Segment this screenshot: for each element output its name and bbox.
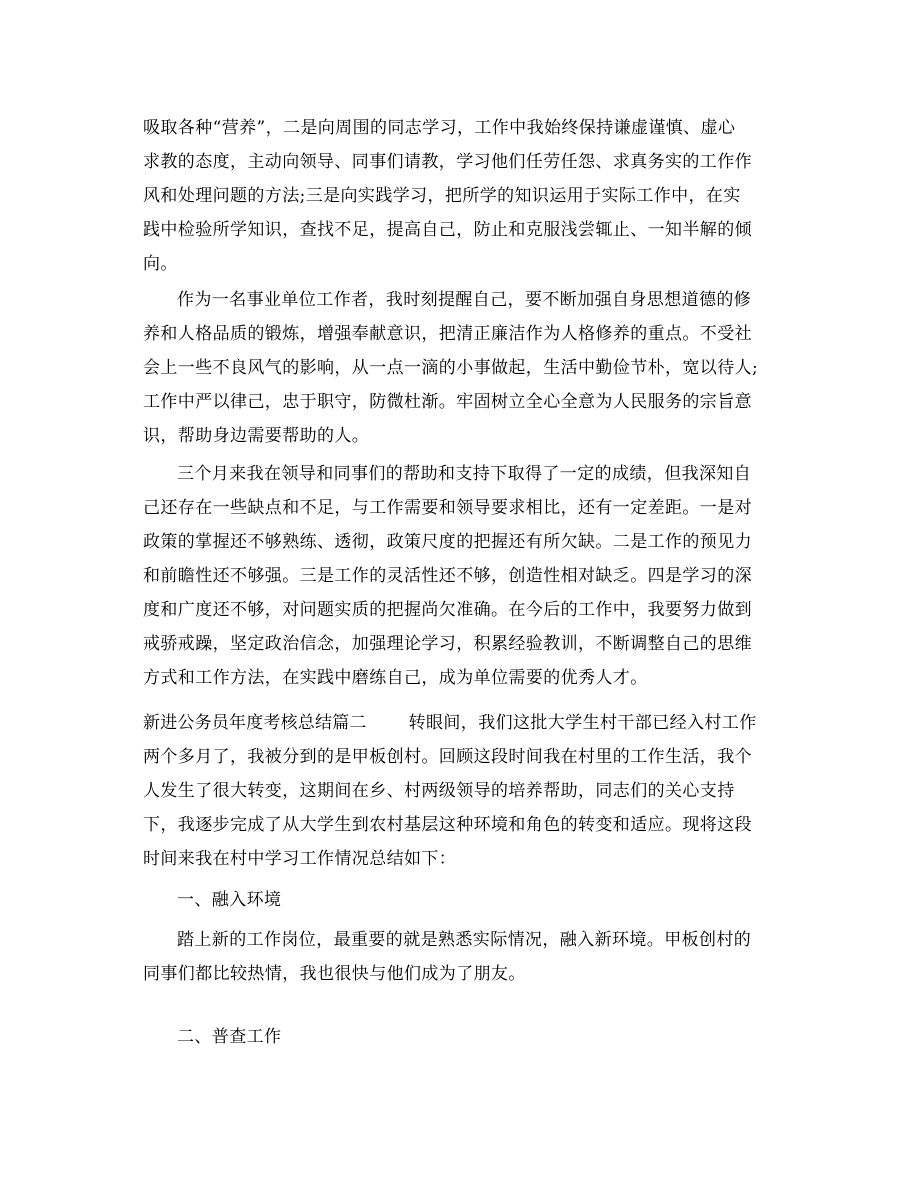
text-line: 三个月来我在领导和同事们的帮助和支持下取得了一定的成绩，但我深知自 bbox=[177, 464, 752, 484]
text-line: 政策的掌握还不够熟练、透彻，政策尺度的把握还有所欠缺。二是工作的预见力 bbox=[143, 532, 752, 552]
heading-1: 一、融入环境 bbox=[177, 890, 282, 910]
paragraph-2 bbox=[143, 283, 783, 453]
text-line: 工作中严以律己，忠于职守，防微杜渐。牢固树立全心全意为人民服务的宗旨意 bbox=[143, 392, 752, 412]
text-line: 会上一些不良风气的影响，从一点一滴的小事做起，生活中勤俭节朴，宽以待人; bbox=[143, 358, 759, 378]
text-line: 作为一名事业单位工作者，我时刻提醒自己，要不断加强自身思想道德的修 bbox=[177, 290, 752, 310]
text-line: 和前瞻性还不够强。三是工作的灵活性还不够，创造性相对缺乏。四是学习的深 bbox=[143, 566, 752, 586]
paragraph-5 bbox=[143, 923, 783, 991]
text-line: 同事们都比较热情，我也很快与他们成为了朋友。 bbox=[143, 964, 526, 984]
text-line: 时间来我在村中学习工作情况总结如下： bbox=[143, 849, 457, 869]
heading-2-block bbox=[143, 1020, 783, 1054]
text-line: 识，帮助身边需要帮助的人。 bbox=[143, 426, 370, 446]
text-line: 向。 bbox=[143, 254, 178, 274]
section-first-line bbox=[143, 706, 783, 740]
text-line: 养和人格品质的锻炼，增强奉献意识，把清正廉洁作为人格修养的重点。不受社 bbox=[143, 324, 752, 344]
text-line: 方式和工作方法，在实践中磨练自己，成为单位需要的优秀人才。 bbox=[143, 668, 648, 688]
text-line: 两个多月了，我被分到的是甲板创村。回顾这段时间我在村里的工作生活，我个 bbox=[143, 747, 752, 767]
section-2 bbox=[143, 706, 783, 876]
section-title: 新进公务员年度考核总结篇二 bbox=[143, 713, 367, 733]
text-line: 度和广度还不够，对问题实质的把握尚欠准确。在今后的工作中，我要努力做到 bbox=[143, 600, 752, 620]
text-line: 戒骄戒躁，坚定政治信念，加强理论学习，积累经验教训，不断调整自己的思维 bbox=[143, 634, 752, 654]
paragraph-1 bbox=[143, 111, 783, 281]
heading-2: 二、普查工作 bbox=[177, 1027, 282, 1047]
text-line: 踏上新的工作岗位，最重要的就是熟悉实际情况，融入新环境。甲板创村的 bbox=[177, 930, 752, 950]
text-line: 己还存在一些缺点和不足，与工作需要和领导要求相比，还有一定差距。一是对 bbox=[143, 498, 752, 518]
text-line: 吸取各种“营养”，二是向周围的同志学习，工作中我始终保持谦虚谨慎、虚心 bbox=[143, 118, 736, 138]
heading-1-block bbox=[143, 883, 783, 917]
text-line: 下，我逐步完成了从大学生到农村基层这种环境和角色的转变和适应。现将这段 bbox=[143, 815, 752, 835]
text-line: 人发生了很大转变，这期间在乡、村两级领导的培养帮助，同志们的关心支持 bbox=[143, 781, 735, 801]
section-intro-text: 转眼间，我们这批大学生村干部已经入村工作 bbox=[408, 713, 757, 733]
text-line: 风和处理问题的方法;三是向实践学习，把所学的知识运用于实际工作中，在实 bbox=[143, 186, 741, 206]
text-line: 践中检验所学知识，查找不足，提高自己，防止和克服浅尝辄止、一知半解的倾 bbox=[143, 220, 752, 240]
paragraph-3 bbox=[143, 457, 783, 695]
text-line: 求教的态度，主动向领导、同事们请教，学习他们任劳任怨、求真务实的工作作 bbox=[143, 152, 752, 172]
